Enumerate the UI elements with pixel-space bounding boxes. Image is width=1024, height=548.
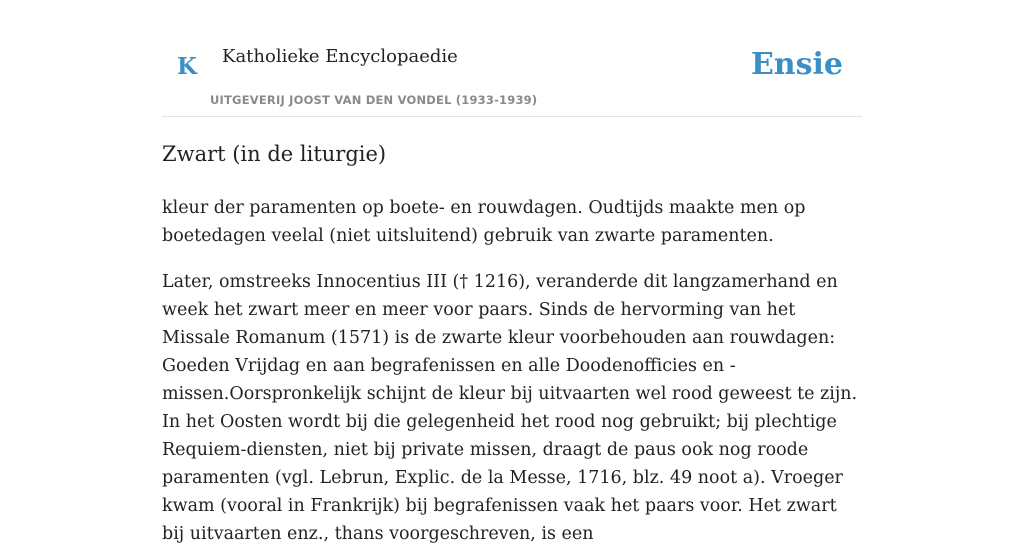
site-header — [162, 0, 862, 117]
encyclopedia-logo[interactable]: K — [177, 53, 197, 80]
ensie-brand-logo[interactable]: Ensie — [750, 47, 843, 82]
page-title: Zwart (in de liturgie) — [162, 142, 387, 166]
article — [162, 138, 864, 548]
encyclopedia-title[interactable]: Katholieke Encyclopaedie — [222, 46, 458, 67]
article-paragraph: Later, omstreeks Innocentius III († 1216), veranderde dit langzamerhand en week het zwart meer en meer voor paars. Sinds de hervorming van het Missale Romanum (1571) is de zwarte kleur voorbehouden aan rouwdagen: Goeden Vrijdag en aan begrafenissen en alle Doodenofficies en -missen.Oorspronkelijk schijnt de kleur bij uitvaarten wel rood geweest te zijn. In het Oosten wordt bij die gelegenheid het rood nog gebruikt; bij plechtige Requiem-diensten, niet bij private missen, draagt de paus ook nog roode paramenten (vgl. Lebrun, Explic. de la Messe, 1716, blz. 49 noot a). Vroeger kwam (vooral in Frankrijk) bij begrafenissen vaak het paars voor. Het zwart bij uitvaarten enz., thans voorgeschreven, is een — [162, 272, 858, 544]
article-paragraph: kleur der paramenten op boete- en rouwdagen. Oudtijds maakte men op boetedagen veelal (niet uitsluitend) gebruik van zwarte paramenten. — [162, 198, 806, 246]
publisher-label: UITGEVERIJ JOOST VAN DEN VONDEL (1933-1939) — [210, 93, 538, 107]
